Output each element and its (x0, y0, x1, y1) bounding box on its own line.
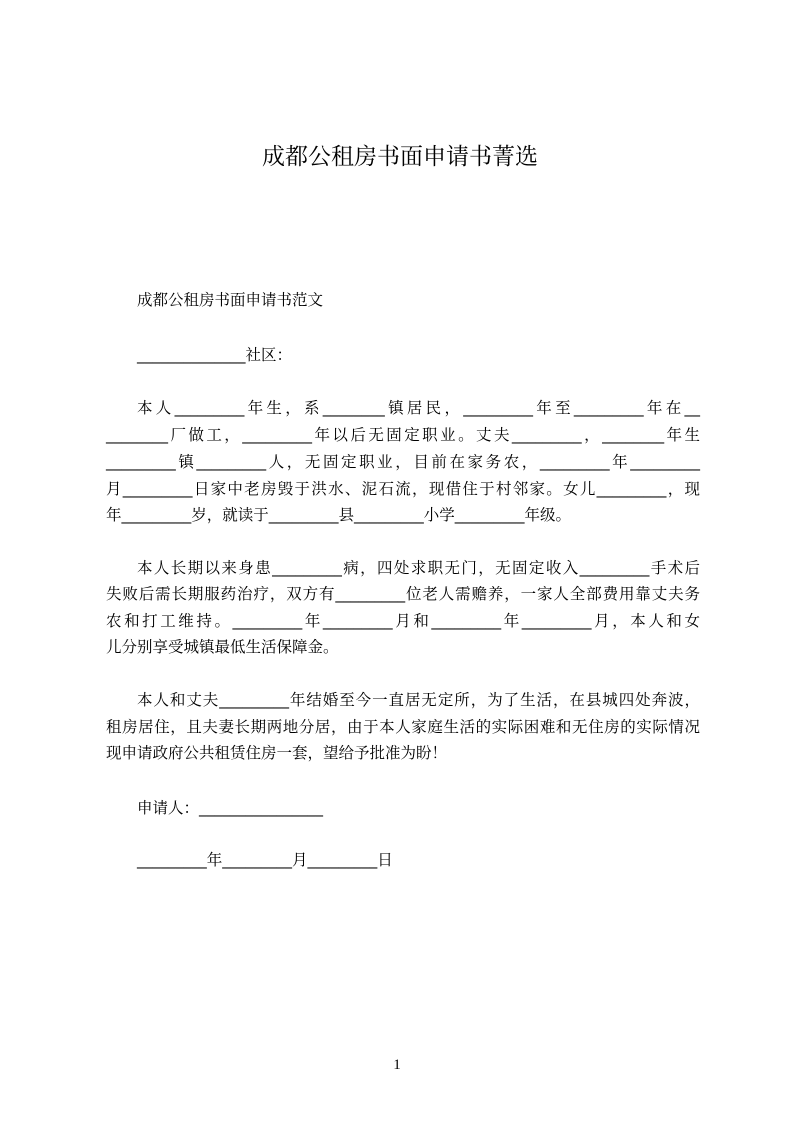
date-line: _________年_________月_________日 (137, 851, 393, 869)
paragraph-1-line-1: 本人_________年生，系________镇居民，_________年至_________年在__ (137, 399, 700, 417)
paragraph-2-line-3: 农和打工维持。_________年_________月和_________年_________月，本人和女 (106, 612, 700, 630)
page-number: 1 (393, 1057, 401, 1073)
paragraph-2-line-1: 本人长期以来身患_________病，四处求职无门，无固定收入_________手术后 (137, 559, 700, 577)
paragraph-1-line-3: _________镇_________人，无固定职业，目前在家务农，_________年_________ (106, 453, 700, 471)
page-title: 成都公租房书面申请书菁选 (262, 144, 538, 170)
paragraph-3-line-3: 现申请政府公共租赁住房一套，望给予批准为盼！ (106, 744, 448, 762)
paragraph-1-line-5: 年_________岁，就读于_________县_________小学_________年级。 (106, 506, 572, 524)
subtitle: 成都公租房书面申请书范文 (137, 291, 324, 309)
paragraph-1-line-2: ________厂做工，_________年以后无固定职业。丈夫_________，________年生 (106, 426, 700, 444)
signature-line: 申请人：________________ (137, 799, 324, 817)
paragraph-2-line-4: 儿分别享受城镇最低生活保障金。 (106, 638, 339, 656)
paragraph-3-line-2: 租房居住，且夫妻长期两地分居，由于本人家庭生活的实际困难和无住房的实际情况 (106, 718, 700, 736)
salutation-line: ______________社区： (137, 346, 293, 364)
paragraph-1-line-4: 月_________日家中老房毁于洪水、泥石流，现借住于村邻家。女儿_________，现 (106, 480, 700, 498)
paragraph-2-line-2: 失败后需长期服药治疗，双方有_________位老人需赡养，一家人全部费用靠丈夫务 (106, 585, 700, 603)
paragraph-3-line-1: 本人和丈夫_________年结婚至今一直居无定所，为了生活，在县城四处奔波， (137, 691, 700, 709)
